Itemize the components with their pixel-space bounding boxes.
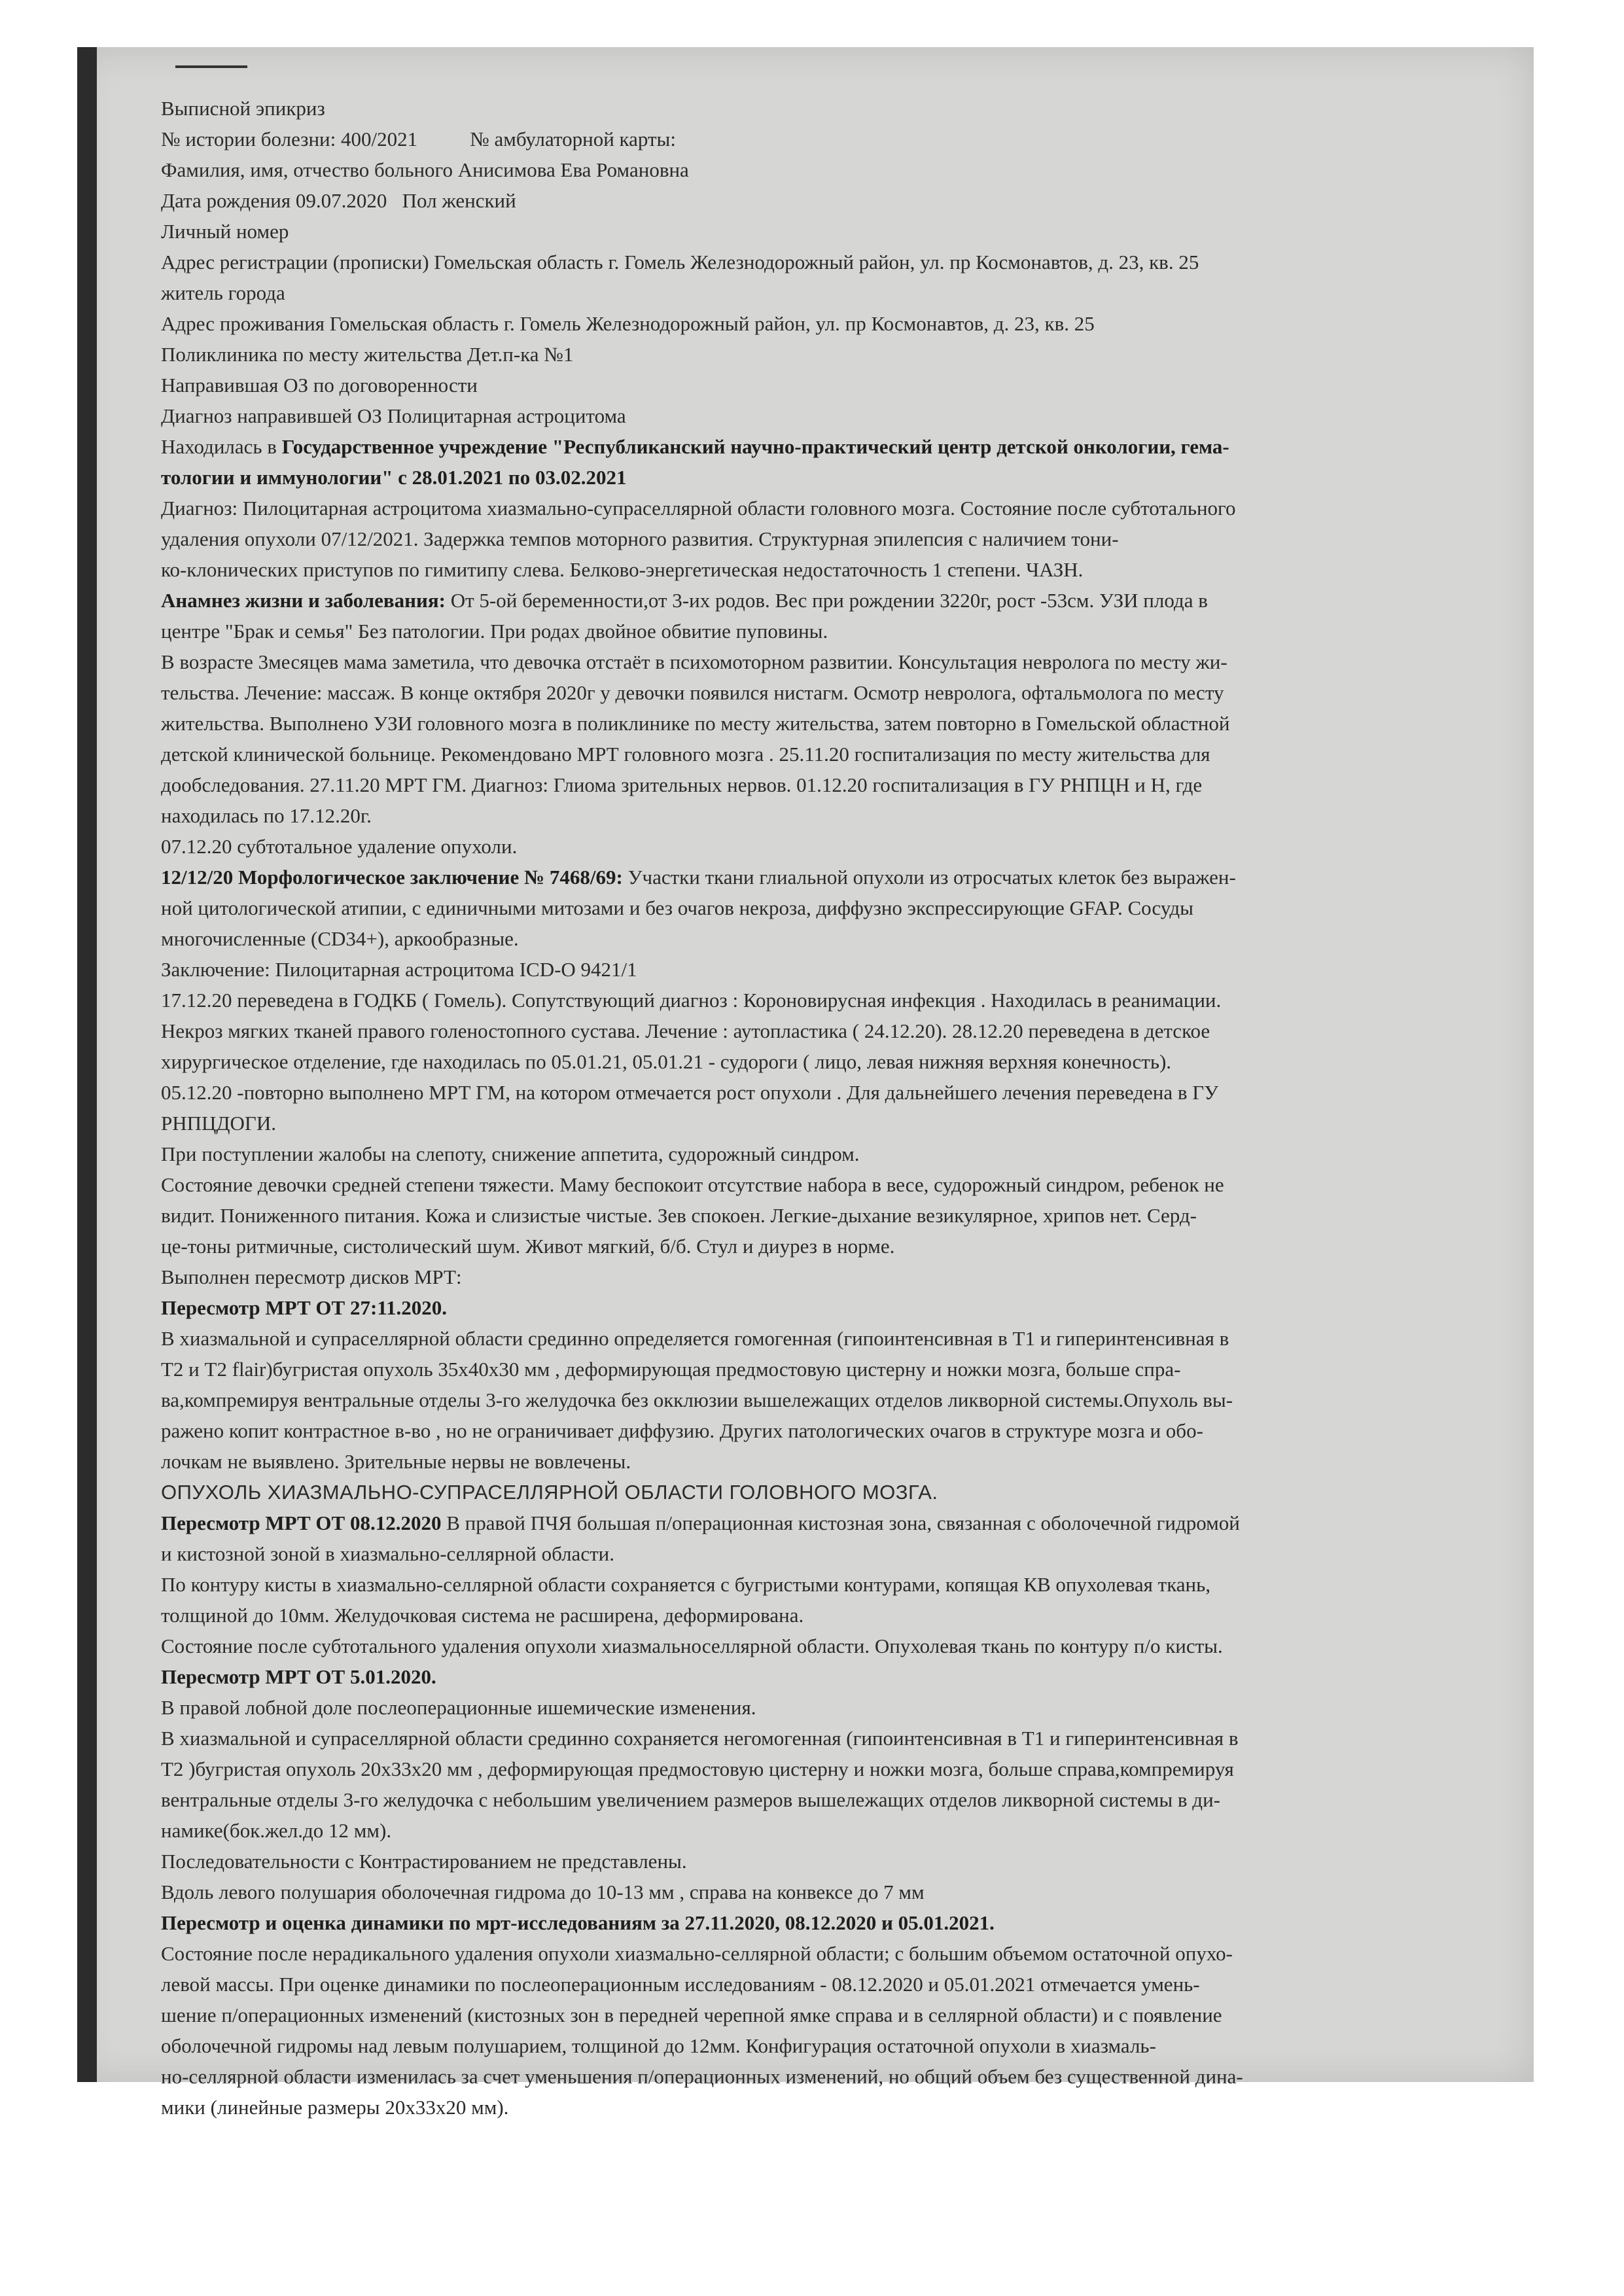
mri1-heading-text: Пересмотр МРТ ОТ 27:11.2020.: [161, 1296, 448, 1319]
personal-number: Личный номер: [161, 220, 289, 243]
mri1-2: Т2 и Т2 flair)бугристая опухоль 35х40х30 мм , деформирующая предмостовую цистерну и ножки мозга, больше спра-: [161, 1358, 1181, 1381]
mri1-3: ва,компремируя вентральные отделы 3-го желудочка без окклюзии вышележащих отделов ликворной системы.Опухоль вы-: [161, 1388, 1233, 1411]
diagnosis-3: ко-клонических приступов по гимитипу слева. Белково-энергетическая недостаточность 1 степени. ЧАЗН.: [161, 558, 1084, 581]
mri2-2: и кистозной зоной в хиазмально-селлярной области.: [161, 1542, 614, 1565]
diagnosis-2: удаления опухоли 07/12/2021. Задержка темпов моторного развития. Структурная эпилепсия с наличием тони-: [161, 527, 1119, 550]
document-sheet: [77, 47, 1534, 2119]
mri2-4: толщиной до 10мм. Желудочковая система не расширена, деформирована.: [161, 1604, 804, 1627]
sheet-edge: [77, 47, 97, 2082]
dynamics-5: но-селлярной области изменилась за счет уменьшения п/операционных изменений, но общий объем без существенной дина-: [161, 2065, 1243, 2088]
doc-title: Выписной эпикриз: [161, 97, 325, 120]
diagnosis-1: Диагноз: Пилоцитарная астроцитома хиазмально-супраселлярной области головного мозга. Состояние после субтотального: [161, 497, 1236, 520]
dynamics-3: шение п/операционных изменений (кистозных зон в передней черепной ямке справа и в селлярной области) и с появление: [161, 2004, 1222, 2026]
anamnesis-text: От 5-ой беременности,от 3-их родов. Вес при рождении 3220г, рост -53см. УЗИ плода в: [445, 589, 1208, 612]
mri2-3: По контуру кисты в хиазмально-селлярной области сохраняется с бугристыми контурами, копящая КВ опухолевая ткань,: [161, 1573, 1211, 1596]
dynamics-heading: [161, 1907, 1496, 1938]
mri3-4: вентральные отделы 3-го желудочка с небольшим увеличением размеров вышележащих отделов ликворной системы в ди-: [161, 1788, 1220, 1811]
sex: Пол женский: [402, 189, 516, 212]
history-1: В возрасте 3месяцев мама заметила, что девочка отстаёт в психомоторном развитии. Консультация невролога по месту жи-: [161, 650, 1227, 673]
transfer-3: хирургическое отделение, где находилась по 05.01.21, 05.01.21 - судороги ( лицо, левая нижняя верхняя конечность).: [161, 1050, 1172, 1073]
mri1-4: ражено копит контрастное в-во , но не ограничивает диффузию. Других патологических очагов в структуре мозга и обо-: [161, 1419, 1203, 1442]
transfer-4: 05.12.20 -повторно выполнено МРТ ГМ, на котором отмечается рост опухоли . Для дальнейшего лечения переведена в ГУ: [161, 1081, 1219, 1104]
mri3-heading-text: Пересмотр МРТ ОТ 5.01.2020.: [161, 1665, 436, 1688]
dynamics-heading-text: Пересмотр и оценка динамики по мрт-исследованиям за 27.11.2020, 08.12.2020 и 05.01.2021.: [161, 1911, 995, 1934]
mri3-3: Т2 )бугристая опухоль 20х33х20 мм , деформирующая предмостовую цистерну и ножки мозга, больше справа,компремируя: [161, 1757, 1234, 1780]
ambulatory-number: № амбулаторной карты:: [470, 128, 676, 150]
stay-dates: тологии и иммунологии" с 28.01.2021 по 03.02.2021: [161, 466, 627, 489]
reg-address: Адрес регистрации (прописки) Гомельская область г. Гомель Железнодорожный район, ул. пр Космонавтов, д. 23, кв. 25: [161, 251, 1199, 274]
live-address: Адрес проживания Гомельская область г. Гомель Железнодорожный район, ул. пр Космонавтов, д. 23, кв. 25: [161, 312, 1095, 335]
mri3-heading: [161, 1661, 1496, 1692]
history-number: № истории болезни: 400/2021: [161, 128, 418, 150]
morphology-1: [161, 862, 1496, 892]
top-dash-mark: [175, 65, 247, 68]
history-5: дообследования. 27.11.20 МРТ ГМ. Диагноз: Глиома зрительных нервов. 01.12.20 госпитализация в ГУ РНПЦН и Н, где: [161, 773, 1203, 796]
morphology-text: Участки ткани глиальной опухоли из отросчатых клеток без выражен-: [622, 866, 1236, 889]
mri3-7: Вдоль левого полушария оболочечная гидрома до 10-13 мм , справа на конвексе до 7 мм: [161, 1881, 925, 1903]
transfer-5: РНПЦДОГИ.: [161, 1112, 276, 1135]
operation: 07.12.20 субтотальное удаление опухоли.: [161, 835, 518, 858]
state-1: Состояние девочки средней степени тяжести. Маму беспокоит отсутствие набора в весе, судорожный синдром, ребенок не: [161, 1173, 1224, 1196]
history-line: [161, 124, 1496, 154]
transfer-1: 17.12.20 переведена в ГОДКБ ( Гомель). Сопутствующий диагноз : Короновирусная инфекция . Находилась в реанимации.: [161, 989, 1222, 1012]
anamnesis-heading: Анамнез жизни и заболевания:: [161, 589, 446, 612]
tumor-caption: ОПУХОЛЬ ХИАЗМАЛЬНО-СУПРАСЕЛЛЯРНОЙ ОБЛАСТИ ГОЛОВНОГО МОЗГА.: [161, 1481, 938, 1504]
state-3: це-тоны ритмичные, систолический шум. Живот мягкий, б/б. Стул и диурез в норме.: [161, 1235, 895, 1258]
review-note: Выполнен пересмотр дисков МРТ:: [161, 1265, 462, 1288]
history-4: детской клинической больнице. Рекомендовано МРТ головного мозга . 25.11.20 госпитализация по месту жительства для: [161, 743, 1210, 766]
mri3-1: В правой лобной доле послеоперационные ишемические изменения.: [161, 1696, 756, 1719]
referral-diagnosis: Диагноз направившей ОЗ Полицитарная астроцитома: [161, 404, 626, 427]
dynamics-1: Состояние после нерадикального удаления опухоли хиазмально-селлярной области; с большим объемом остаточной опухо-: [161, 1942, 1233, 1965]
referrer: Направившая ОЗ по договоренности: [161, 374, 478, 397]
history-2: тельства. Лечение: массаж. В конце октября 2020г у девочки появился нистагм. Осмотр невролога, офтальмолога по месту: [161, 681, 1224, 704]
dynamics-2: левой массы. При оценке динамики по послеоперационным исследованиям - 08.12.2020 и 05.01.2021 отмечается умень-: [161, 1973, 1200, 1996]
anamnesis-1: [161, 585, 1496, 616]
morphology-2: ной цитологической атипии, с единичными митозами и без очагов некроза, диффузно экспрессирующие GFAP. Сосуды: [161, 896, 1193, 919]
history-3: жительства. Выполнено УЗИ головного мозга в поликлинике по месту жительства, затем повторно в Гомельской областной: [161, 712, 1230, 735]
mri2-5: Состояние после субтотального удаления опухоли хиазмальноселлярной области. Опухолевая ткань по контуру п/о кисты.: [161, 1634, 1223, 1657]
stay-prefix: Находилась в: [161, 435, 282, 458]
mri3-5: намике(бок.жел.до 12 мм).: [161, 1819, 392, 1842]
stay-line-1: [161, 431, 1496, 462]
transfer-2: Некроз мягких тканей правого голеностопного сустава. Лечение : аутопластика ( 24.12.20). 28.12.20 переведена в детское: [161, 1019, 1210, 1042]
birth-date: Дата рождения 09.07.2020: [161, 189, 387, 212]
mri1-5: лочкам не выявлено. Зрительные нервы не вовлечены.: [161, 1450, 631, 1473]
anamnesis-2: центре "Брак и семья" Без патологии. При родах двойное обвитие пуповины.: [161, 620, 828, 643]
clinic: Поликлиника по месту жительства Дет.п-ка №1: [161, 343, 574, 366]
dynamics-6: мики (линейные размеры 20х33х20 мм).: [161, 2096, 509, 2119]
mri1-heading: [161, 1292, 1496, 1323]
morphology-3: многочисленные (CD34+), аркообразные.: [161, 927, 519, 950]
reg-address-cont: житель города: [161, 281, 285, 304]
state-2: видит. Пониженного питания. Кожа и слизистые чистые. Зев спокоен. Легкие-дыхание везикулярное, хрипов нет. Серд-: [161, 1204, 1197, 1227]
mri2-heading: Пересмотр МРТ ОТ 08.12.2020: [161, 1511, 442, 1534]
stay-institution: Государственное учреждение "Республиканский научно-практический центр детской онкологии, гема-: [281, 435, 1229, 458]
patient-name: Фамилия, имя, отчество больного Анисимова Ева Романовна: [161, 158, 689, 181]
mri3-6: Последовательности с Контрастированием не представлены.: [161, 1850, 687, 1873]
stay-line-2: [161, 462, 1496, 493]
conclusion: Заключение: Пилоцитарная астроцитома ICD-O 9421/1: [161, 958, 637, 981]
history-6: находилась по 17.12.20г.: [161, 804, 372, 827]
morphology-heading: 12/12/20 Морфологическое заключение № 7468/69:: [161, 866, 623, 889]
document-body: [161, 93, 1496, 2123]
mri2-text: В правой ПЧЯ большая п/операционная кистозная зона, связанная с оболочечной гидромой: [441, 1511, 1240, 1534]
mri1-1: В хиазмальной и супраселлярной области срединно определяется гомогенная (гипоинтенсивная в Т1 и гиперинтенсивная в: [161, 1327, 1229, 1350]
birth-line: [161, 185, 1496, 216]
dynamics-4: оболочечной гидромы над левым полушарием, толщиной до 12мм. Конфигурация остаточной опухоли в хиазмаль-: [161, 2034, 1156, 2057]
complaints: При поступлении жалобы на слепоту, снижение аппетита, судорожный синдром.: [161, 1142, 860, 1165]
mri2-1: [161, 1508, 1496, 1538]
mri3-2: В хиазмальной и супраселлярной области срединно сохраняется негомогенная (гипоинтенсивная в Т1 и гиперинтенсивная в: [161, 1727, 1239, 1750]
